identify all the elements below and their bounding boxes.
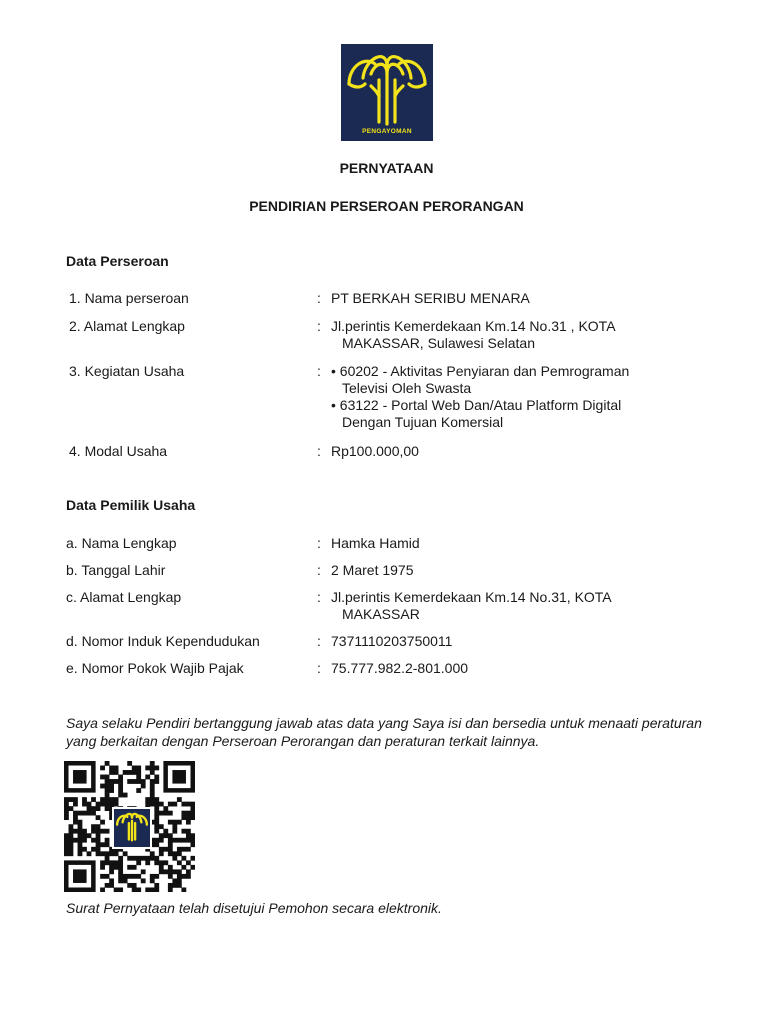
company-address-value [331,318,691,352]
company-section-heading: Data Perseroan [66,253,169,269]
tree-emblem-icon [114,809,150,847]
activity-item-2-line1: • 63122 - Portal Web Dan/Atau Platform Digital [331,397,622,413]
owner-address-line1: Jl.perintis Kemerdekaan Km.14 No.31, KOTA [331,589,612,605]
owner-address-label: c. Alamat Lengkap [66,589,182,605]
owner-dob-value: 2 Maret 1975 [331,562,414,578]
activity-item-2-line2: Dengan Tujuan Komersial [342,414,504,430]
owner-nik-label: d. Nomor Induk Kependudukan [66,633,260,649]
qr-center-logo [112,807,152,849]
colon: : [317,363,321,379]
owner-section-heading: Data Pemilik Usaha [66,497,196,513]
electronic-approval-note: Surat Pernyataan telah disetujui Pemohon secara elektronik. [66,900,442,916]
company-capital-label: 4. Modal Usaha [69,443,168,459]
company-name-value: PT BERKAH SERIBU MENARA [331,290,530,306]
company-address-label: 2. Alamat Lengkap [69,318,185,334]
colon: : [317,660,321,676]
company-activity-label: 3. Kegiatan Usaha [69,363,185,379]
company-address-line2: MAKASSAR, Sulawesi Selatan [342,335,535,351]
pengayoman-logo [341,44,433,141]
owner-nik-value: 7371110203750011 [331,633,453,649]
responsibility-statement: Saya selaku Pendiri bertanggung jawab atas data yang Saya isi dan bersedia untuk menaati peraturan yang berkaitan dengan Perseroan Perorangan dan peraturan terkait lainnya. [66,715,702,749]
activity-item-1-line2: Televisi Oleh Swasta [342,380,472,396]
document-title: PERNYATAAN [339,160,434,176]
company-activity-list [331,363,691,431]
company-address-line1: Jl.perintis Kemerdekaan Km.14 No.31 , KOTA [331,318,616,334]
colon: : [317,562,321,578]
company-name-label: 1. Nama perseroan [69,290,189,306]
colon: : [317,633,321,649]
colon: : [317,535,321,551]
owner-name-label: a. Nama Lengkap [66,535,177,551]
colon: : [317,290,321,306]
company-capital-value: Rp100.000,00 [331,443,419,459]
colon: : [317,589,321,605]
owner-address-value [331,589,691,623]
colon: : [317,318,321,334]
tree-emblem-icon [341,44,433,141]
owner-npwp-label: e. Nomor Pokok Wajib Pajak [66,660,244,676]
owner-address-line2: MAKASSAR [342,606,420,622]
document-subtitle: PENDIRIAN PERSEROAN PERORANGAN [249,198,524,214]
owner-npwp-value: 75.777.982.2-801.000 [331,660,469,676]
qr-code [64,761,195,892]
owner-dob-label: b. Tanggal Lahir [66,562,166,578]
logo-caption: PENGAYOMAN [362,128,412,135]
owner-name-value: Hamka Hamid [331,535,420,551]
activity-item-1-line1: • 60202 - Aktivitas Penyiaran dan Pemrograman [331,363,630,379]
colon: : [317,443,321,459]
